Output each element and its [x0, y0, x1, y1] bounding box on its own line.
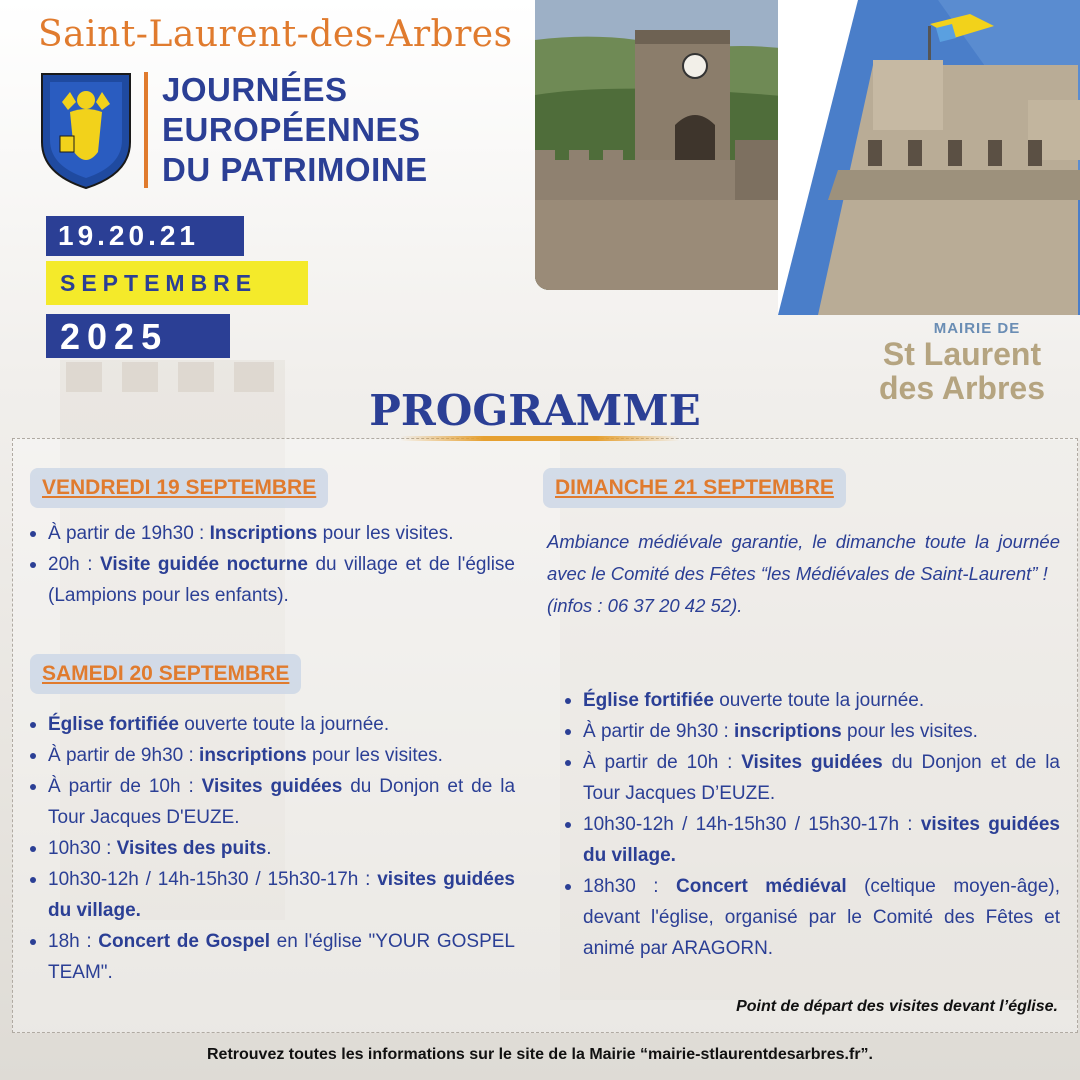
item-text: À partir de 10h :: [583, 752, 742, 773]
sunday-intro: [547, 526, 1060, 622]
item-text: 18h30 :: [583, 876, 677, 897]
header-divider: [144, 72, 148, 188]
event-title-line: JOURNÉES: [162, 71, 348, 108]
sunday-item: [565, 871, 1060, 964]
saturday-item: [30, 709, 515, 740]
mairie-logo-line: St Laurent: [882, 336, 1042, 372]
saturday-item: [30, 864, 515, 926]
item-highlight: inscriptions: [734, 721, 842, 742]
item-highlight: Église fortifiée: [583, 690, 714, 711]
item-text: 10h30 :: [48, 838, 117, 859]
coat-of-arms-icon: [40, 72, 132, 190]
friday-list: [30, 518, 515, 611]
item-highlight: Visites guidées: [741, 752, 883, 773]
item-text: du village et de l'église (Lampions pour les enfants).: [48, 554, 515, 606]
footer-note: Retrouvez toutes les informations sur le site de la Mairie “mairie-stlaurentdesarbres.fr”.: [207, 1046, 873, 1063]
saturday-item: [30, 926, 515, 988]
item-highlight: inscriptions: [199, 745, 307, 766]
item-text: À partir de 10h :: [48, 776, 202, 797]
saturday-item: [30, 833, 515, 864]
item-text: 18h :: [48, 931, 99, 952]
item-text: (celtique moyen-âge), devant l'église, organisé par le Comité des Fêtes et animé par ARAGORN.: [583, 876, 1060, 959]
sunday-item: [565, 716, 1060, 747]
saturday-list: [30, 709, 515, 988]
donjon-photo: [778, 0, 1080, 315]
item-text: À partir de 9h30 :: [48, 745, 200, 766]
sunday-item: [565, 685, 1060, 716]
sunday-infos: (infos : 06 37 20 42 52).: [547, 595, 743, 616]
sunday-item: [565, 747, 1060, 809]
item-text: pour les visites.: [317, 523, 454, 544]
item-text: 20h :: [48, 554, 101, 575]
dates-badge: 19.20.21: [46, 216, 244, 256]
month-badge: SEPTEMBRE: [46, 261, 308, 305]
item-highlight: Église fortifiée: [48, 714, 179, 735]
item-highlight: Visites guidées: [201, 776, 343, 797]
item-text: À partir de 9h30 :: [583, 721, 735, 742]
item-text: 10h30-12h / 14h-15h30 / 15h30-17h :: [583, 814, 921, 835]
item-text: du Donjon et de la Tour Jacques D'EUZE.: [48, 776, 516, 828]
item-highlight: Visites des puits: [116, 838, 267, 859]
sunday-list: [565, 685, 1060, 964]
item-text: en l'église "YOUR GOSPEL TEAM".: [48, 931, 515, 983]
sunday-item: [565, 809, 1060, 871]
friday-item: [30, 549, 515, 611]
programme-title: PROGRAMME: [369, 386, 701, 435]
saturday-item: [30, 771, 515, 833]
item-text: pour les visites.: [841, 721, 978, 742]
friday-item: [30, 518, 515, 549]
item-highlight: Visite guidée nocturne: [100, 554, 308, 575]
programme-underline: [400, 436, 680, 441]
sunday-heading: DIMANCHE 21 SEPTEMBRE: [543, 468, 846, 508]
item-highlight: visites guidées du village.: [48, 869, 515, 921]
item-text: pour les visites.: [306, 745, 443, 766]
item-highlight: visites guidées du village.: [583, 814, 1060, 866]
event-title-line: EUROPÉENNES: [162, 111, 421, 148]
sunday-intro-text: Ambiance médiévale garantie, le dimanche toute la journée avec le Comité des Fêtes “les Médiévales de Saint-Laurent” !: [547, 531, 1060, 584]
town-title: Saint-Laurent-des-Arbres: [38, 14, 513, 55]
item-highlight: Concert médiéval: [676, 876, 847, 897]
mairie-logo-small: MAIRIE DE: [933, 320, 1021, 337]
item-text: du Donjon et de la Tour Jacques D’EUZE.: [583, 752, 1060, 804]
departure-note: Point de départ des visites devant l’église.: [736, 998, 1058, 1015]
item-text: .: [266, 838, 272, 859]
mairie-logo-line: des Arbres: [879, 370, 1045, 406]
event-title: [162, 70, 428, 190]
saturday-heading: SAMEDI 20 SEPTEMBRE: [30, 654, 301, 694]
saturday-item: [30, 740, 515, 771]
item-highlight: Inscriptions: [209, 523, 318, 544]
item-text: ouverte toute la journée.: [713, 690, 925, 711]
item-text: 10h30-12h / 14h-15h30 / 15h30-17h :: [48, 869, 378, 890]
friday-heading: VENDREDI 19 SEPTEMBRE: [30, 468, 328, 508]
item-highlight: Concert de Gospel: [98, 931, 270, 952]
year-badge: 2025: [46, 314, 230, 358]
item-text: À partir de 19h30 :: [48, 523, 210, 544]
item-text: ouverte toute la journée.: [178, 714, 390, 735]
event-title-line: DU PATRIMOINE: [162, 151, 428, 188]
